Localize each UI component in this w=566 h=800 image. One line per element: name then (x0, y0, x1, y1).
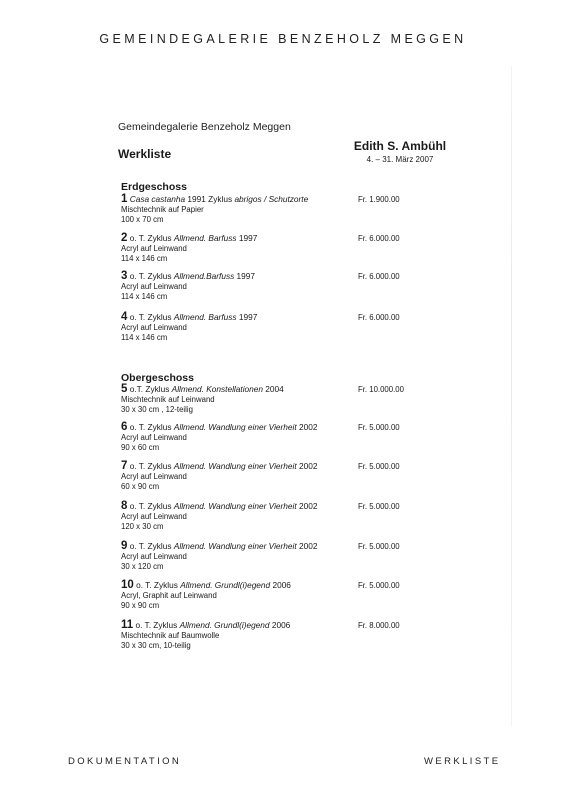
item-size: 120 x 30 cm (121, 522, 164, 531)
item-year: 2002 (296, 541, 318, 551)
item-price: Fr. 6.000.00 (358, 234, 400, 243)
item-prefix: o. T. Zyklus (127, 312, 174, 322)
artwork-item-10 (121, 580, 521, 611)
item-technique: Acryl auf Leinwand (121, 323, 187, 332)
item-prefix: o. T. Zyklus (133, 580, 181, 590)
item-number: 9 (121, 540, 128, 552)
item-year: 1997 (236, 312, 258, 322)
page-header-title: GEMEINDEGALERIE BENZEHOLZ MEGGEN (99, 32, 467, 46)
item-technique: Acryl auf Leinwand (121, 244, 187, 253)
item-price: Fr. 5.000.00 (358, 581, 400, 590)
item-number: 11 (121, 619, 134, 631)
item-prefix: o. T. Zyklus (127, 541, 174, 551)
item-technique: Acryl auf Leinwand (121, 433, 187, 442)
item-technique: Acryl auf Leinwand (121, 552, 187, 561)
item-price: Fr. 6.000.00 (358, 272, 400, 281)
item-number: 8 (121, 500, 128, 512)
item-year: 2002 (296, 422, 318, 432)
document-heading: Werkliste (118, 147, 172, 161)
item-title: Allmend. Grundl(i)egend (180, 580, 271, 590)
item-size: 100 x 70 cm (121, 215, 164, 224)
item-size: 114 x 146 cm (121, 254, 168, 263)
item-number: 2 (121, 232, 128, 244)
item-size: 30 x 120 cm (121, 562, 164, 571)
footer-documentation: DOKUMENTATION (68, 756, 182, 767)
item-number: 10 (121, 579, 134, 591)
item-price: Fr. 5.000.00 (358, 502, 400, 511)
item-number: 1 (121, 193, 128, 205)
item-price: Fr. 8.000.00 (358, 621, 400, 630)
item-size: 114 x 146 cm (121, 333, 168, 342)
item-title: Allmend. Wandlung einer Vierheit (173, 461, 297, 471)
artwork-item-9 (121, 541, 521, 572)
item-prefix: o. T. Zyklus (127, 461, 174, 471)
item-year: 2004 (263, 384, 284, 394)
item-title: Allmend.Barfuss (173, 271, 235, 281)
artwork-item-8 (121, 501, 521, 532)
item-price: Fr. 5.000.00 (358, 542, 400, 551)
item-prefix: o.T. Zyklus (127, 384, 172, 394)
item-price: Fr. 10.000.00 (358, 385, 404, 394)
item-title: Allmend. Konstellationen (171, 384, 263, 394)
item-technique: Mischtechnik auf Papier (121, 205, 204, 214)
artwork-item-7 (121, 461, 521, 492)
item-technique: Acryl auf Leinwand (121, 472, 187, 481)
item-number: 6 (121, 421, 128, 433)
artwork-item-6 (121, 422, 521, 453)
section-title-erdgeschoss: Erdgeschoss (121, 181, 187, 193)
item-title: Allmend. Barfuss (173, 312, 237, 322)
item-price: Fr. 6.000.00 (358, 313, 400, 322)
exhibition-dates: 4. – 31. März 2007 (366, 155, 434, 164)
item-year: 1997 (236, 233, 258, 243)
footer-werkliste: WERKLISTE (424, 756, 501, 767)
item-prefix: o. T. Zyklus (133, 620, 180, 630)
artwork-item-3 (121, 271, 521, 302)
item-price: Fr. 1.900.00 (358, 195, 400, 204)
item-year: 2002 (296, 501, 318, 511)
item-cycle: abrigos / Schutzorte (234, 194, 309, 204)
artwork-item-1 (121, 194, 521, 225)
item-technique: Acryl auf Leinwand (121, 282, 187, 291)
item-year: 2002 (296, 461, 318, 471)
item-year: 2006 (269, 620, 291, 630)
item-prefix: o. T. Zyklus (127, 501, 174, 511)
item-title: Allmend. Wandlung einer Vierheit (173, 541, 297, 551)
item-prefix: o. T. Zyklus (127, 271, 174, 281)
item-size: 30 x 30 cm, 10-teilig (121, 641, 191, 650)
item-number: 7 (121, 460, 128, 472)
artwork-item-4 (121, 312, 521, 343)
item-year: 1991 Zyklus (185, 194, 235, 204)
item-size: 60 x 90 cm (121, 482, 160, 491)
section-title-obergeschoss: Obergeschoss (121, 372, 194, 384)
item-title: Allmend. Grundl(i)egend (179, 620, 270, 630)
item-prefix: o. T. Zyklus (127, 422, 174, 432)
artwork-item-11 (121, 620, 521, 651)
gallery-name: Gemeindegalerie Benzeholz Meggen (118, 121, 291, 133)
item-technique: Mischtechnik auf Baumwolle (121, 631, 220, 640)
item-title: Allmend. Barfuss (173, 233, 237, 243)
artwork-item-5 (121, 384, 521, 415)
item-size: 30 x 30 cm , 12-teilig (121, 405, 193, 414)
item-price: Fr. 5.000.00 (358, 423, 400, 432)
item-size: 90 x 90 cm (121, 601, 160, 610)
item-title: Allmend. Wandlung einer Vierheit (173, 501, 297, 511)
item-number: 5 (121, 383, 128, 395)
artist-name: Edith S. Ambühl (353, 139, 447, 153)
item-technique: Mischtechnik auf Leinwand (121, 395, 215, 404)
item-number: 3 (121, 270, 128, 282)
item-size: 114 x 146 cm (121, 292, 168, 301)
item-prefix: o. T. Zyklus (127, 233, 174, 243)
item-year: 1997 (234, 271, 256, 281)
item-price: Fr. 5.000.00 (358, 462, 400, 471)
item-number: 4 (121, 311, 128, 323)
item-size: 90 x 60 cm (121, 443, 160, 452)
item-title: Allmend. Wandlung einer Vierheit (173, 422, 297, 432)
item-technique: Acryl, Graphit auf Leinwand (121, 591, 217, 600)
item-year: 2006 (270, 580, 291, 590)
item-title: Casa castanha (129, 194, 186, 204)
item-technique: Acryl auf Leinwand (121, 512, 187, 521)
artwork-item-2 (121, 233, 521, 264)
